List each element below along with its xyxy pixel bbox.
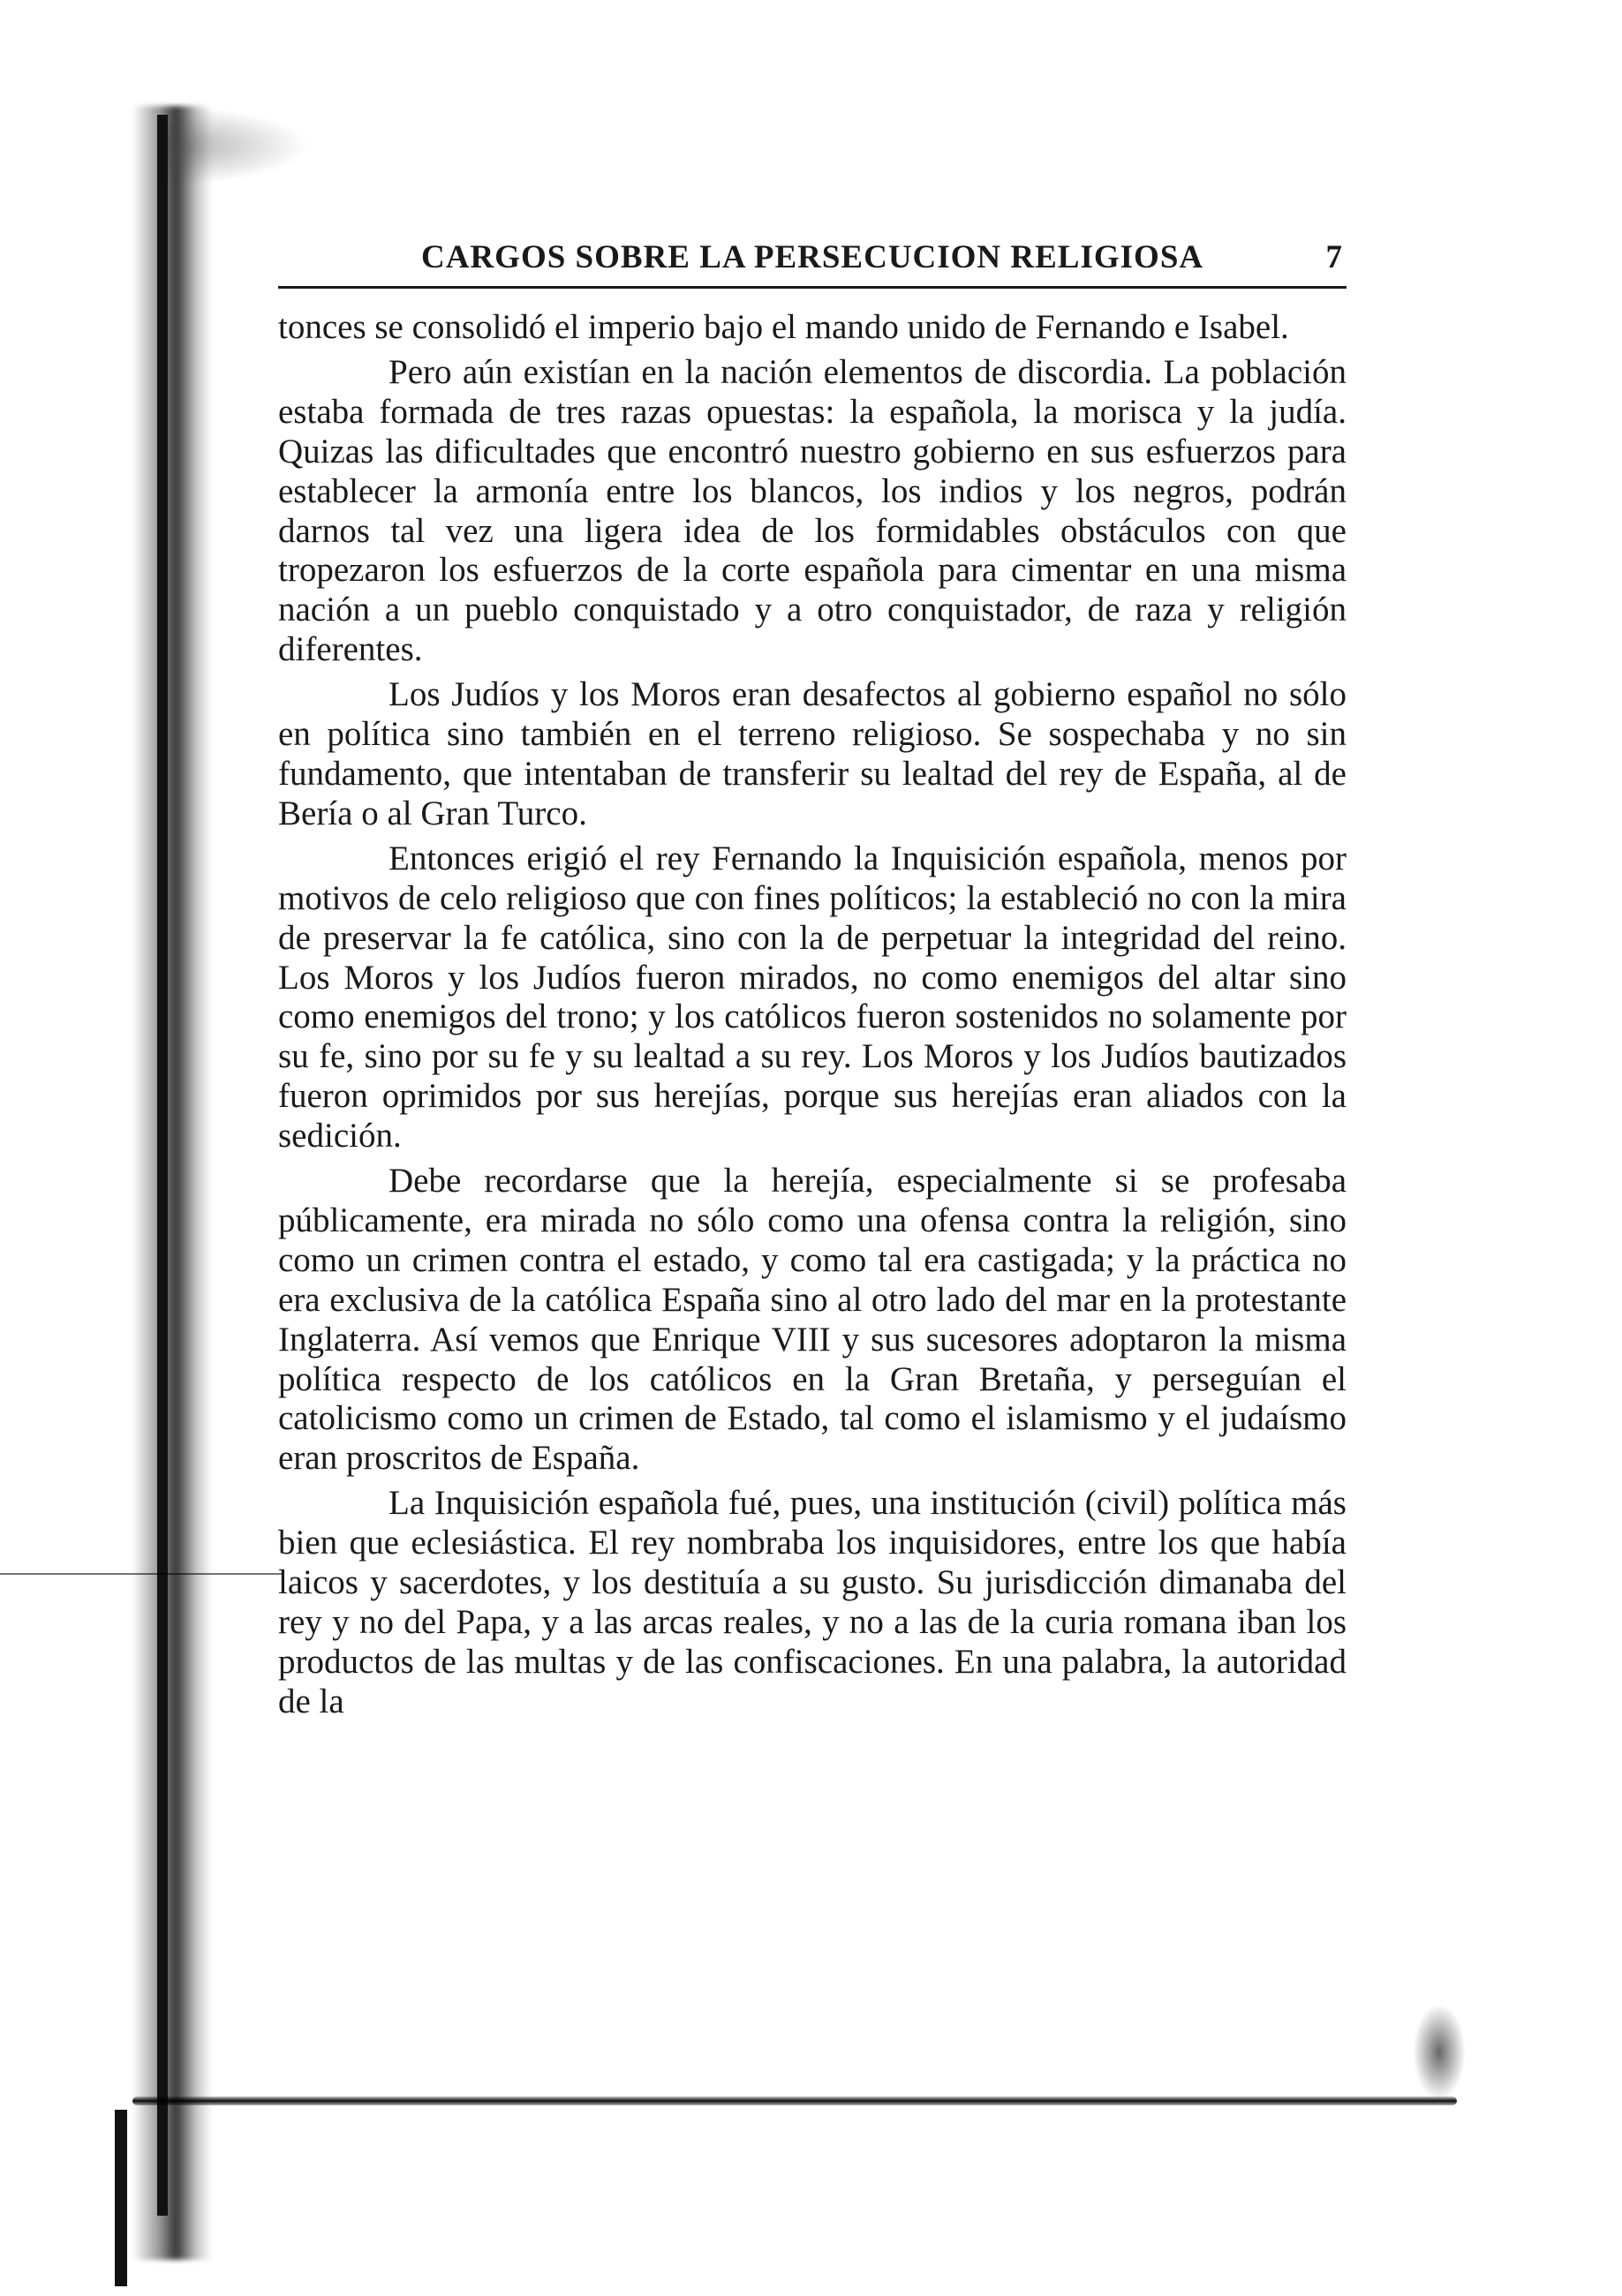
scan-spine-tail <box>115 2110 127 2286</box>
paragraph: Pero aún existían en la nación elementos de discordia. La población estaba formada de tres razas opuestas: la española, la morisca y la judía. Quizas las dificultades que encontró nuestro gobierno en sus esfuerzos para establecer la armonía entre los blancos, los indios y los negros, podrán darnos tal vez una ligera idea de los formidables obstáculos con que tropezaron los esfuerzos de la corte española para cimentar en una misma nación a un pueblo conquistado y a otro conquistador, de raza y religión diferentes. <box>278 352 1347 669</box>
paragraph: La Inquisición española fué, pues, una institución (civil) política más bien que eclesiástica. El rey nombraba los inquisidores, entre los que había laicos y sacerdotes, y los destituía a su gusto. Su jurisdicción dimanaba del rey y no del Papa, y a las arcas reales, y no a las de la curia romana iban los productos de las multas y de las confiscaciones. En una palabra, la autoridad de la <box>278 1484 1347 1720</box>
paragraph: Entonces erigió el rey Fernando la Inquisición española, menos por motivos de celo religioso que con fines políticos; la estableció no con la mira de preservar la fe católica, sino con la de perpetuar la integridad del reino. Los Moros y los Judíos fueron mirados, no como enemigos del altar sino como enemigos del trono; y los católicos fueron sostenidos no solamente por su fe, sino por su fe y su lealtad a su rey. Los Moros y los Judíos bautizados fueron oprimidos por sus herejías, porque sus herejías eran aliados con la sedición. <box>278 839 1347 1156</box>
book-page <box>278 238 1347 1722</box>
scan-spine-shadow <box>132 106 212 2260</box>
scan-smudge <box>168 106 309 185</box>
running-head <box>278 238 1347 289</box>
body-text <box>278 308 1347 1722</box>
paragraph: Los Judíos y los Moros eran desafectos al gobierno español no sólo en política sino también en el terreno religioso. Se sospechaba y no sin fundamento, que intentaban de transferir su lealtad del rey de España, al de Bería o al Gran Turco. <box>278 675 1347 832</box>
paragraph: tonces se consolidó el imperio bajo el mando unido de Fernando e Isabel. <box>278 308 1289 346</box>
scan-bottom-edge <box>132 2097 1457 2105</box>
scan-spine-line <box>157 115 168 2216</box>
running-title: CARGOS SOBRE LA PERSECUCION RELIGIOSA <box>421 239 1204 275</box>
paragraph: Debe recordarse que la herejía, especialmente si se profesaba públicamente, era mirada no sólo como una ofensa contra la religión, sino como un crimen contra el estado, y como tal era castigada; y la práctica no era exclusiva de la católica España sino al otro lado del mar en la protestante Inglaterra. Así vemos que Enrique VIII y sus sucesores adoptaron la misma política respecto de los católicos en la Gran Bretaña, y perseguían el catolicismo como un crimen de Estado, tal como el islamismo y el judaísmo eran proscritos de España. <box>278 1162 1347 1478</box>
scan-corner-smudge <box>1413 2004 1466 2101</box>
page-number: 7 <box>1325 239 1343 275</box>
scan-margin-line <box>0 1573 283 1575</box>
